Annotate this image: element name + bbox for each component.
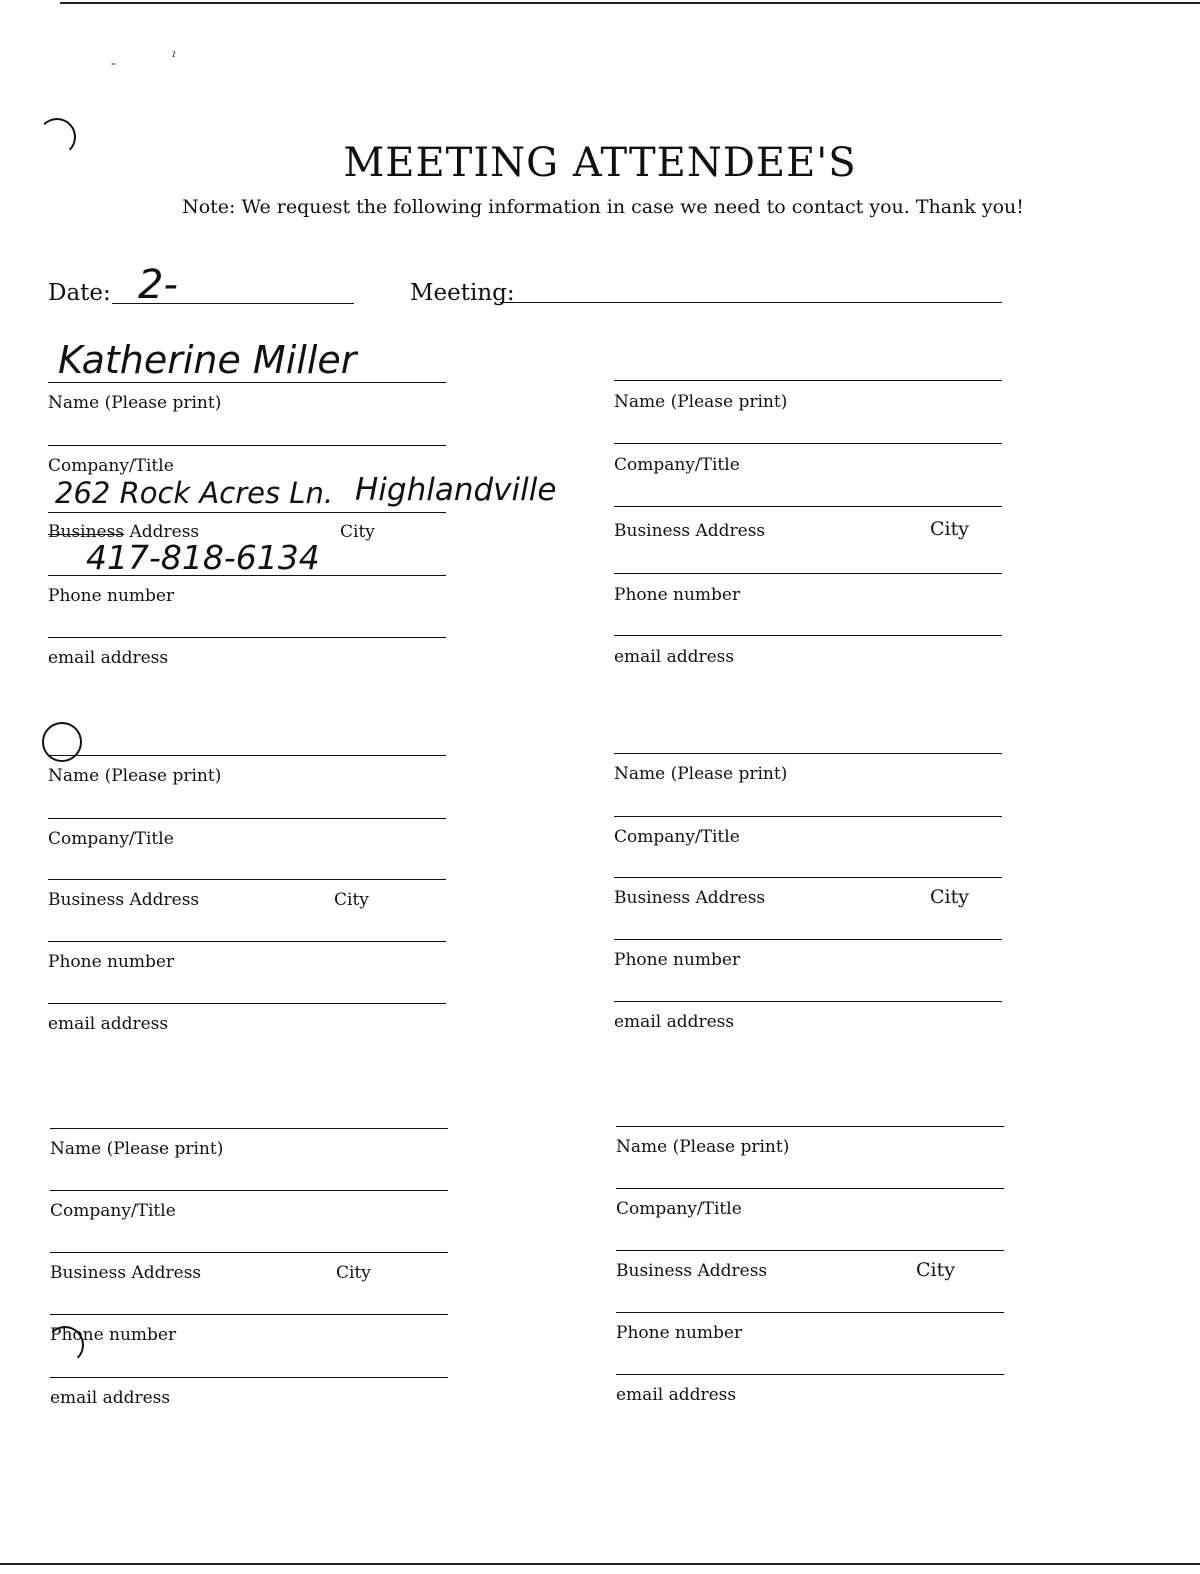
date-label: Date: [48, 280, 111, 306]
email-field-line[interactable] [50, 1377, 448, 1378]
page-title: MEETING ATTENDEE'S [343, 140, 857, 186]
phone-field-line[interactable] [50, 1314, 448, 1315]
company-field-line[interactable] [614, 443, 1002, 444]
company-label: Company/Title [616, 1199, 742, 1219]
name-field-line[interactable] [614, 380, 1002, 381]
address-field-line[interactable] [614, 877, 1002, 878]
phone-label: Phone number [48, 952, 175, 972]
phone-field-line[interactable] [616, 1312, 1004, 1313]
scan-speck-icon: ˀ [172, 50, 176, 66]
company-label: Company/Title [614, 827, 740, 847]
phone-field-line[interactable] [614, 939, 1002, 940]
email-label: email address [48, 1014, 169, 1034]
city-label: City [930, 886, 969, 908]
name-field-line[interactable] [614, 753, 1002, 754]
address-field-line[interactable] [48, 512, 446, 513]
address-field-line[interactable] [50, 1252, 448, 1253]
address-label: Business Address [614, 888, 766, 908]
address-label: Business Address [614, 521, 766, 541]
name-field-line[interactable] [50, 1128, 448, 1129]
bottom-edge-line [0, 1563, 1200, 1565]
attendee-name-value: Katherine Miller [58, 338, 357, 382]
email-field-line[interactable] [616, 1374, 1004, 1375]
email-field-line[interactable] [48, 637, 446, 638]
attendee-address-value: 262 Rock Acres Ln. [55, 476, 334, 510]
address-label: Business Address [48, 522, 200, 542]
address-field-line[interactable] [48, 879, 446, 880]
phone-label: Phone number [48, 586, 175, 606]
company-label: Company/Title [50, 1201, 176, 1221]
city-label: City [336, 1263, 371, 1283]
address-field-line[interactable] [614, 506, 1002, 507]
phone-label: Phone number [614, 950, 741, 970]
company-label: Company/Title [614, 455, 740, 475]
phone-field-line[interactable] [48, 941, 446, 942]
strikethrough-mark [48, 534, 124, 535]
name-label: Name (Please print) [616, 1137, 790, 1157]
name-field-line[interactable] [616, 1126, 1004, 1127]
company-field-line[interactable] [50, 1190, 448, 1191]
email-field-line[interactable] [614, 635, 1002, 636]
name-label: Name (Please print) [48, 393, 222, 413]
city-label: City [916, 1259, 955, 1281]
phone-field-line[interactable] [614, 573, 1002, 574]
company-label: Company/Title [48, 456, 174, 476]
city-label: City [340, 522, 375, 542]
company-field-line[interactable] [48, 445, 446, 446]
phone-label: Phone number [616, 1323, 743, 1343]
email-label: email address [48, 648, 169, 668]
attendee-phone-value: 417-818-6134 [86, 538, 320, 577]
email-field-line[interactable] [48, 1003, 446, 1004]
name-field-line[interactable] [48, 755, 446, 756]
name-field-line[interactable] [48, 382, 446, 383]
attendee-city-value: Highlandville [355, 472, 557, 508]
name-label: Name (Please print) [614, 764, 788, 784]
phone-label: Phone number [614, 585, 741, 605]
name-label: Name (Please print) [50, 1139, 224, 1159]
address-label: Business Address [616, 1261, 768, 1281]
date-value: 2- [138, 262, 178, 308]
company-label: Company/Title [48, 829, 174, 849]
address-field-line[interactable] [616, 1250, 1004, 1251]
email-label: email address [50, 1388, 171, 1408]
address-label: Business Address [48, 890, 200, 910]
email-label: email address [614, 1012, 735, 1032]
meeting-field-line[interactable] [500, 302, 1002, 303]
email-field-line[interactable] [614, 1001, 1002, 1002]
city-label: City [930, 518, 969, 540]
email-label: email address [616, 1385, 737, 1405]
top-edge-line [60, 2, 1200, 4]
scan-speck-icon: ˉ [110, 62, 117, 78]
page-note: Note: We request the following information in case we need to contact you. Thank you! [182, 196, 1024, 218]
address-label: Business Address [50, 1263, 202, 1283]
punch-hole-icon [42, 722, 82, 762]
meeting-label: Meeting: [410, 280, 515, 306]
email-label: email address [614, 647, 735, 667]
company-field-line[interactable] [48, 818, 446, 819]
city-label: City [334, 890, 369, 910]
company-field-line[interactable] [616, 1188, 1004, 1189]
name-label: Name (Please print) [614, 392, 788, 412]
phone-label: Phone number [50, 1325, 177, 1345]
company-field-line[interactable] [614, 816, 1002, 817]
name-label: Name (Please print) [48, 766, 222, 786]
